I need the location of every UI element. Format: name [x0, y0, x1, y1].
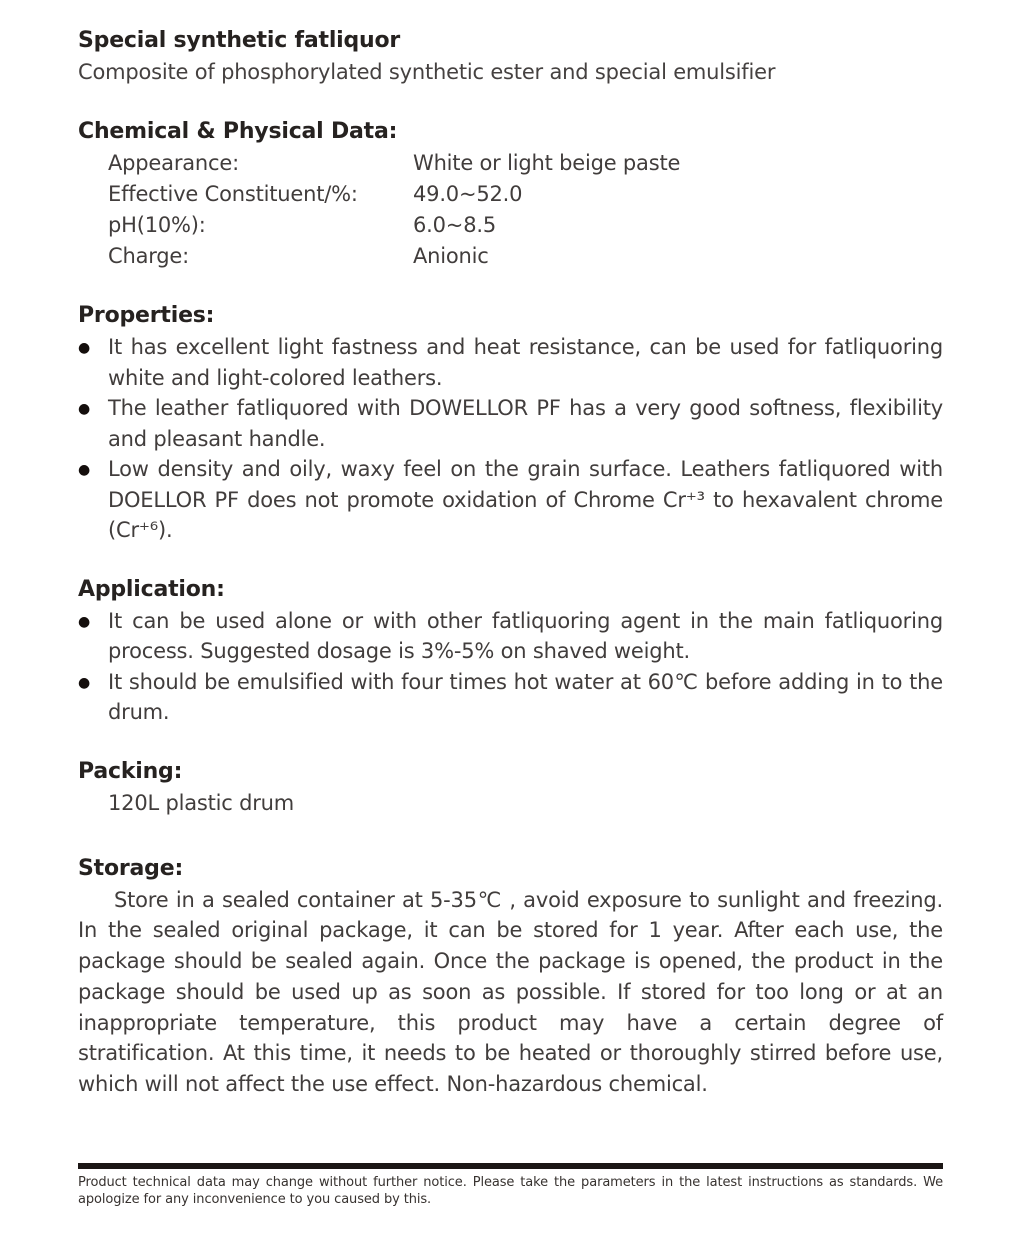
data-label: Appearance:	[108, 151, 239, 175]
section-heading-application: Application:	[78, 576, 225, 602]
data-label: Effective Constituent/%:	[108, 182, 358, 206]
bullet-icon: ●	[78, 674, 91, 691]
data-row-ph	[78, 210, 943, 241]
application-item	[78, 667, 943, 728]
page-footer	[78, 1163, 943, 1208]
data-row-effective-constituent	[78, 179, 943, 210]
data-value: White or light beige paste	[413, 151, 681, 175]
section-heading-properties: Properties:	[78, 303, 215, 328]
bullet-icon: ●	[78, 401, 91, 417]
section-heading-storage: Storage:	[78, 855, 184, 881]
data-label: pH(10%):	[108, 213, 206, 237]
property-item	[78, 454, 943, 546]
section-heading-packing: Packing:	[78, 758, 183, 784]
data-value: Anionic	[413, 244, 489, 268]
data-row-appearance	[78, 148, 943, 179]
data-value: 49.0~52.0	[413, 182, 523, 206]
property-item	[78, 332, 943, 393]
product-title: Special synthetic fatliquor	[78, 28, 401, 53]
bullet-icon: ●	[78, 340, 91, 356]
data-label: Charge:	[108, 244, 190, 268]
footer-divider-rule	[78, 1163, 943, 1169]
application-item	[78, 606, 943, 667]
property-text: It has excellent light fastness and heat resistance, can be used for fatliquoring white and light-colored leathers.	[108, 335, 943, 390]
application-text: It should be emulsified with four times hot water at 60℃ before adding in to the drum.	[108, 669, 943, 724]
bullet-icon: ●	[78, 613, 91, 630]
property-text: Low density and oily, waxy feel on the grain surface. Leathers fatliquored with DOELLOR PF does not promote oxidation of Chrome Cr⁺³ to hexavalent chrome (Cr⁺⁶).	[108, 457, 943, 542]
storage-paragraph: Store in a sealed container at 5-35℃ , avoid exposure to sunlight and freezing. In the sealed original package, it can be stored for 1 year. After each use, the package should be sealed again. Once the package is opened, the product in the package should be used up as soon as possible. If stored for too long or at an inappropriate temperature, this product may have a certain degree of stratification. At this time, it needs to be heated or thoroughly stirred before use, which will not affect the use effect. Non-hazardous chemical.	[78, 887, 943, 1097]
application-text: It can be used alone or with other fatliquoring agent in the main fatliquoring process. Suggested dosage is 3%-5% on shaved weight.	[108, 608, 943, 663]
footer-disclaimer: Product technical data may change without further notice. Please take the parameters in the latest instructions as standards. We apologize for any inconvenience to you caused by this.	[78, 1175, 943, 1207]
property-item	[78, 393, 943, 454]
bullet-icon: ●	[78, 462, 91, 478]
packing-content: 120L plastic drum	[108, 790, 295, 815]
data-row-charge	[78, 241, 943, 272]
application-list	[78, 606, 943, 728]
properties-list	[78, 332, 943, 546]
chemical-data-table	[78, 148, 943, 272]
data-value: 6.0~8.5	[413, 213, 496, 237]
product-subtitle: Composite of phosphorylated synthetic ester and special emulsifier	[78, 60, 776, 84]
property-text: The leather fatliquored with DOWELLOR PF has a very good softness, flexibility and pleasant handle.	[108, 396, 943, 451]
section-heading-chemical-data: Chemical & Physical Data:	[78, 119, 398, 144]
